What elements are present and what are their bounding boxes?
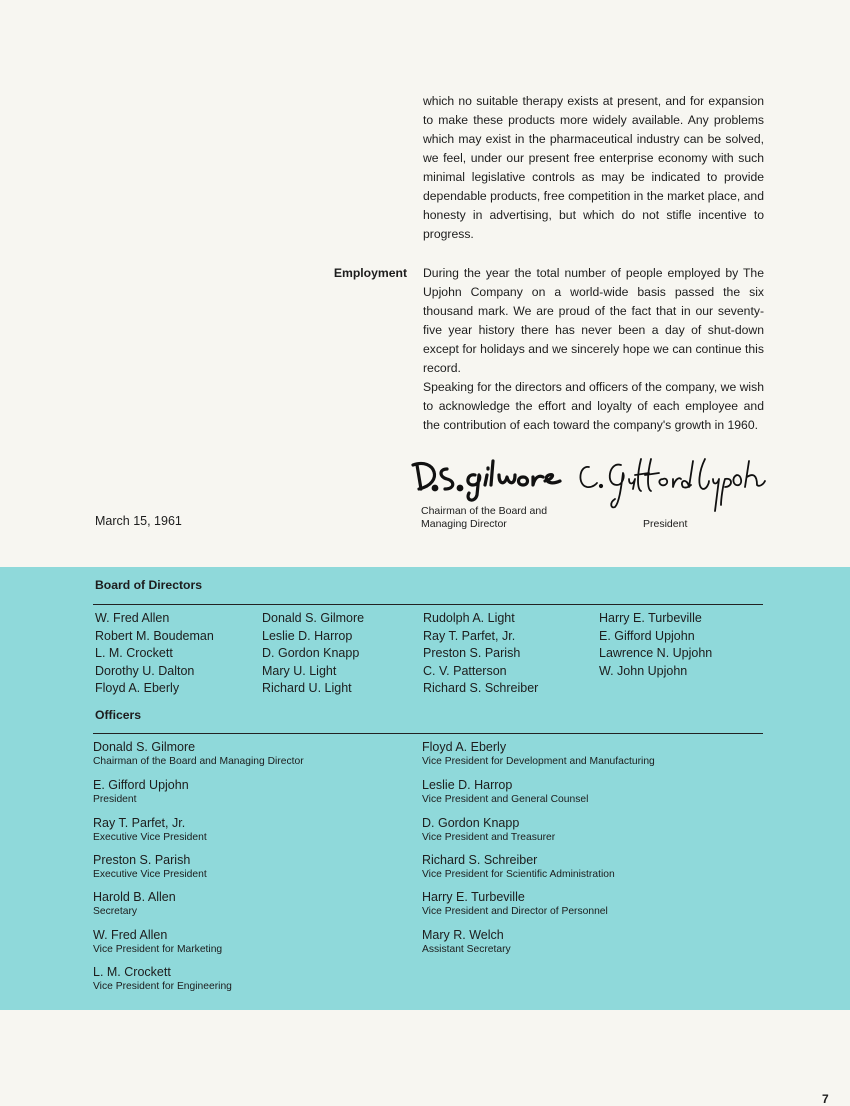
- president-title: President: [643, 518, 688, 530]
- officer-entry: [93, 889, 176, 918]
- president-signature: [575, 455, 770, 517]
- chairman-title: [421, 505, 547, 531]
- officer-entry: [93, 739, 304, 768]
- intro-paragraph: [423, 92, 764, 244]
- officer-entry: [93, 777, 189, 806]
- officer-name: Leslie D. Harrop: [422, 778, 513, 792]
- officer-name: D. Gordon Knapp: [422, 816, 520, 830]
- officer-name: Floyd A. Eberly: [422, 740, 507, 754]
- officer-entry: [93, 852, 207, 881]
- officer-title: Vice President and Treasurer: [422, 832, 556, 843]
- chairman-signature: [405, 455, 565, 505]
- board-member: Ray T. Parfet, Jr.: [423, 628, 516, 643]
- officer-entry: [422, 739, 655, 768]
- board-member: C. V. Patterson: [423, 663, 507, 678]
- officer-title: Vice President for Scientific Administration: [422, 869, 615, 880]
- board-member: D. Gordon Knapp: [262, 646, 360, 660]
- board-column-2: [262, 610, 364, 698]
- officer-name: Preston S. Parish: [93, 853, 191, 867]
- officer-name: Ray T. Parfet, Jr.: [93, 816, 186, 830]
- board-member: W. Fred Allen: [95, 611, 170, 625]
- board-column-4: [599, 610, 712, 680]
- officers-divider: [93, 733, 763, 734]
- board-member: Dorothy U. Dalton: [95, 663, 195, 678]
- officer-entry: [93, 964, 232, 993]
- board-member: Robert M. Boudeman: [95, 628, 214, 643]
- board-member: Leslie D. Harrop: [262, 628, 353, 643]
- chairman-title-line1: Chairman of the Board and: [421, 505, 548, 517]
- officer-name: Richard S. Schreiber: [422, 853, 538, 867]
- officer-entry: [422, 777, 588, 806]
- board-member: Floyd A. Eberly: [95, 681, 180, 695]
- officer-entry: [93, 815, 207, 844]
- chairman-title-line2: Managing Director: [421, 518, 507, 530]
- board-member: Rudolph A. Light: [423, 611, 515, 625]
- board-member: E. Gifford Upjohn: [599, 628, 695, 643]
- officer-title: President: [93, 794, 137, 805]
- officer-name: Harry E. Turbeville: [422, 890, 525, 904]
- board-member: Richard U. Light: [262, 681, 352, 695]
- officers-heading: Officers: [95, 708, 142, 722]
- officer-title: Vice President for Engineering: [93, 981, 232, 992]
- officer-name: L. M. Crockett: [93, 965, 171, 979]
- officer-name: W. Fred Allen: [93, 928, 168, 942]
- intro-text: which no suitable therapy exists at present, and for expansion to make these products more widely available. Any problems which may exist in the pharmaceutical industry can be solved, we feel, under our present free enterprise economy with such minimal legislative controls as may be indicated to provide dependable products, free competition in the market place, and honesty in advertising, but which do not stifle incentive to progress.: [423, 94, 764, 241]
- officer-title: Vice President for Marketing: [93, 944, 223, 955]
- board-member: Mary U. Light: [262, 663, 337, 678]
- officer-title: Vice President and Director of Personnel: [422, 906, 608, 917]
- board-column-1: [95, 610, 214, 698]
- employment-paragraph-2: Speaking for the directors and officers of the company, we wish to acknowledge the effort and loyalty of each employee and the contribution of each toward the company's growth in 1960.: [423, 380, 764, 432]
- officer-title: Secretary: [93, 906, 138, 917]
- board-heading: Board of Directors: [95, 578, 202, 592]
- officer-title: Executive Vice President: [93, 832, 207, 843]
- document-date: March 15, 1961: [95, 514, 182, 528]
- page-number: 7: [822, 1092, 829, 1106]
- board-member: Harry E. Turbeville: [599, 611, 702, 625]
- officer-name: Harold B. Allen: [93, 890, 176, 904]
- employment-section: [423, 264, 764, 435]
- officer-name: Donald S. Gilmore: [93, 740, 196, 754]
- board-member: W. John Upjohn: [599, 663, 688, 678]
- officer-entry: [422, 815, 555, 844]
- board-member: L. M. Crockett: [95, 646, 173, 660]
- board-member: Preston S. Parish: [423, 646, 521, 660]
- officer-entry: [422, 927, 511, 956]
- officer-title: Chairman of the Board and Managing Director: [93, 756, 304, 767]
- officer-title: Vice President for Development and Manufacturing: [422, 756, 655, 767]
- officer-name: Mary R. Welch: [422, 928, 504, 942]
- officer-name: E. Gifford Upjohn: [93, 778, 189, 792]
- employment-heading: Employment: [333, 266, 407, 280]
- board-member: Lawrence N. Upjohn: [599, 646, 713, 660]
- board-member: Donald S. Gilmore: [262, 611, 365, 625]
- employment-paragraph-1: During the year the total number of people employed by The Upjohn Company on a world-wide basis passed the six thousand mark. We are proud of the fact that in our seventy-five year history there has never been a day of shut-down except for holidays and we sincerely hope we can continue this record.: [423, 266, 764, 375]
- officer-entry: [93, 927, 222, 956]
- officer-title: Executive Vice President: [93, 869, 207, 880]
- officer-title: Assistant Secretary: [422, 944, 511, 955]
- board-column-3: [423, 610, 538, 698]
- officer-title: Vice President and General Counsel: [422, 794, 589, 805]
- officer-entry: [422, 852, 615, 881]
- board-divider: [93, 604, 763, 605]
- officer-entry: [422, 889, 608, 918]
- board-member: Richard S. Schreiber: [423, 681, 539, 695]
